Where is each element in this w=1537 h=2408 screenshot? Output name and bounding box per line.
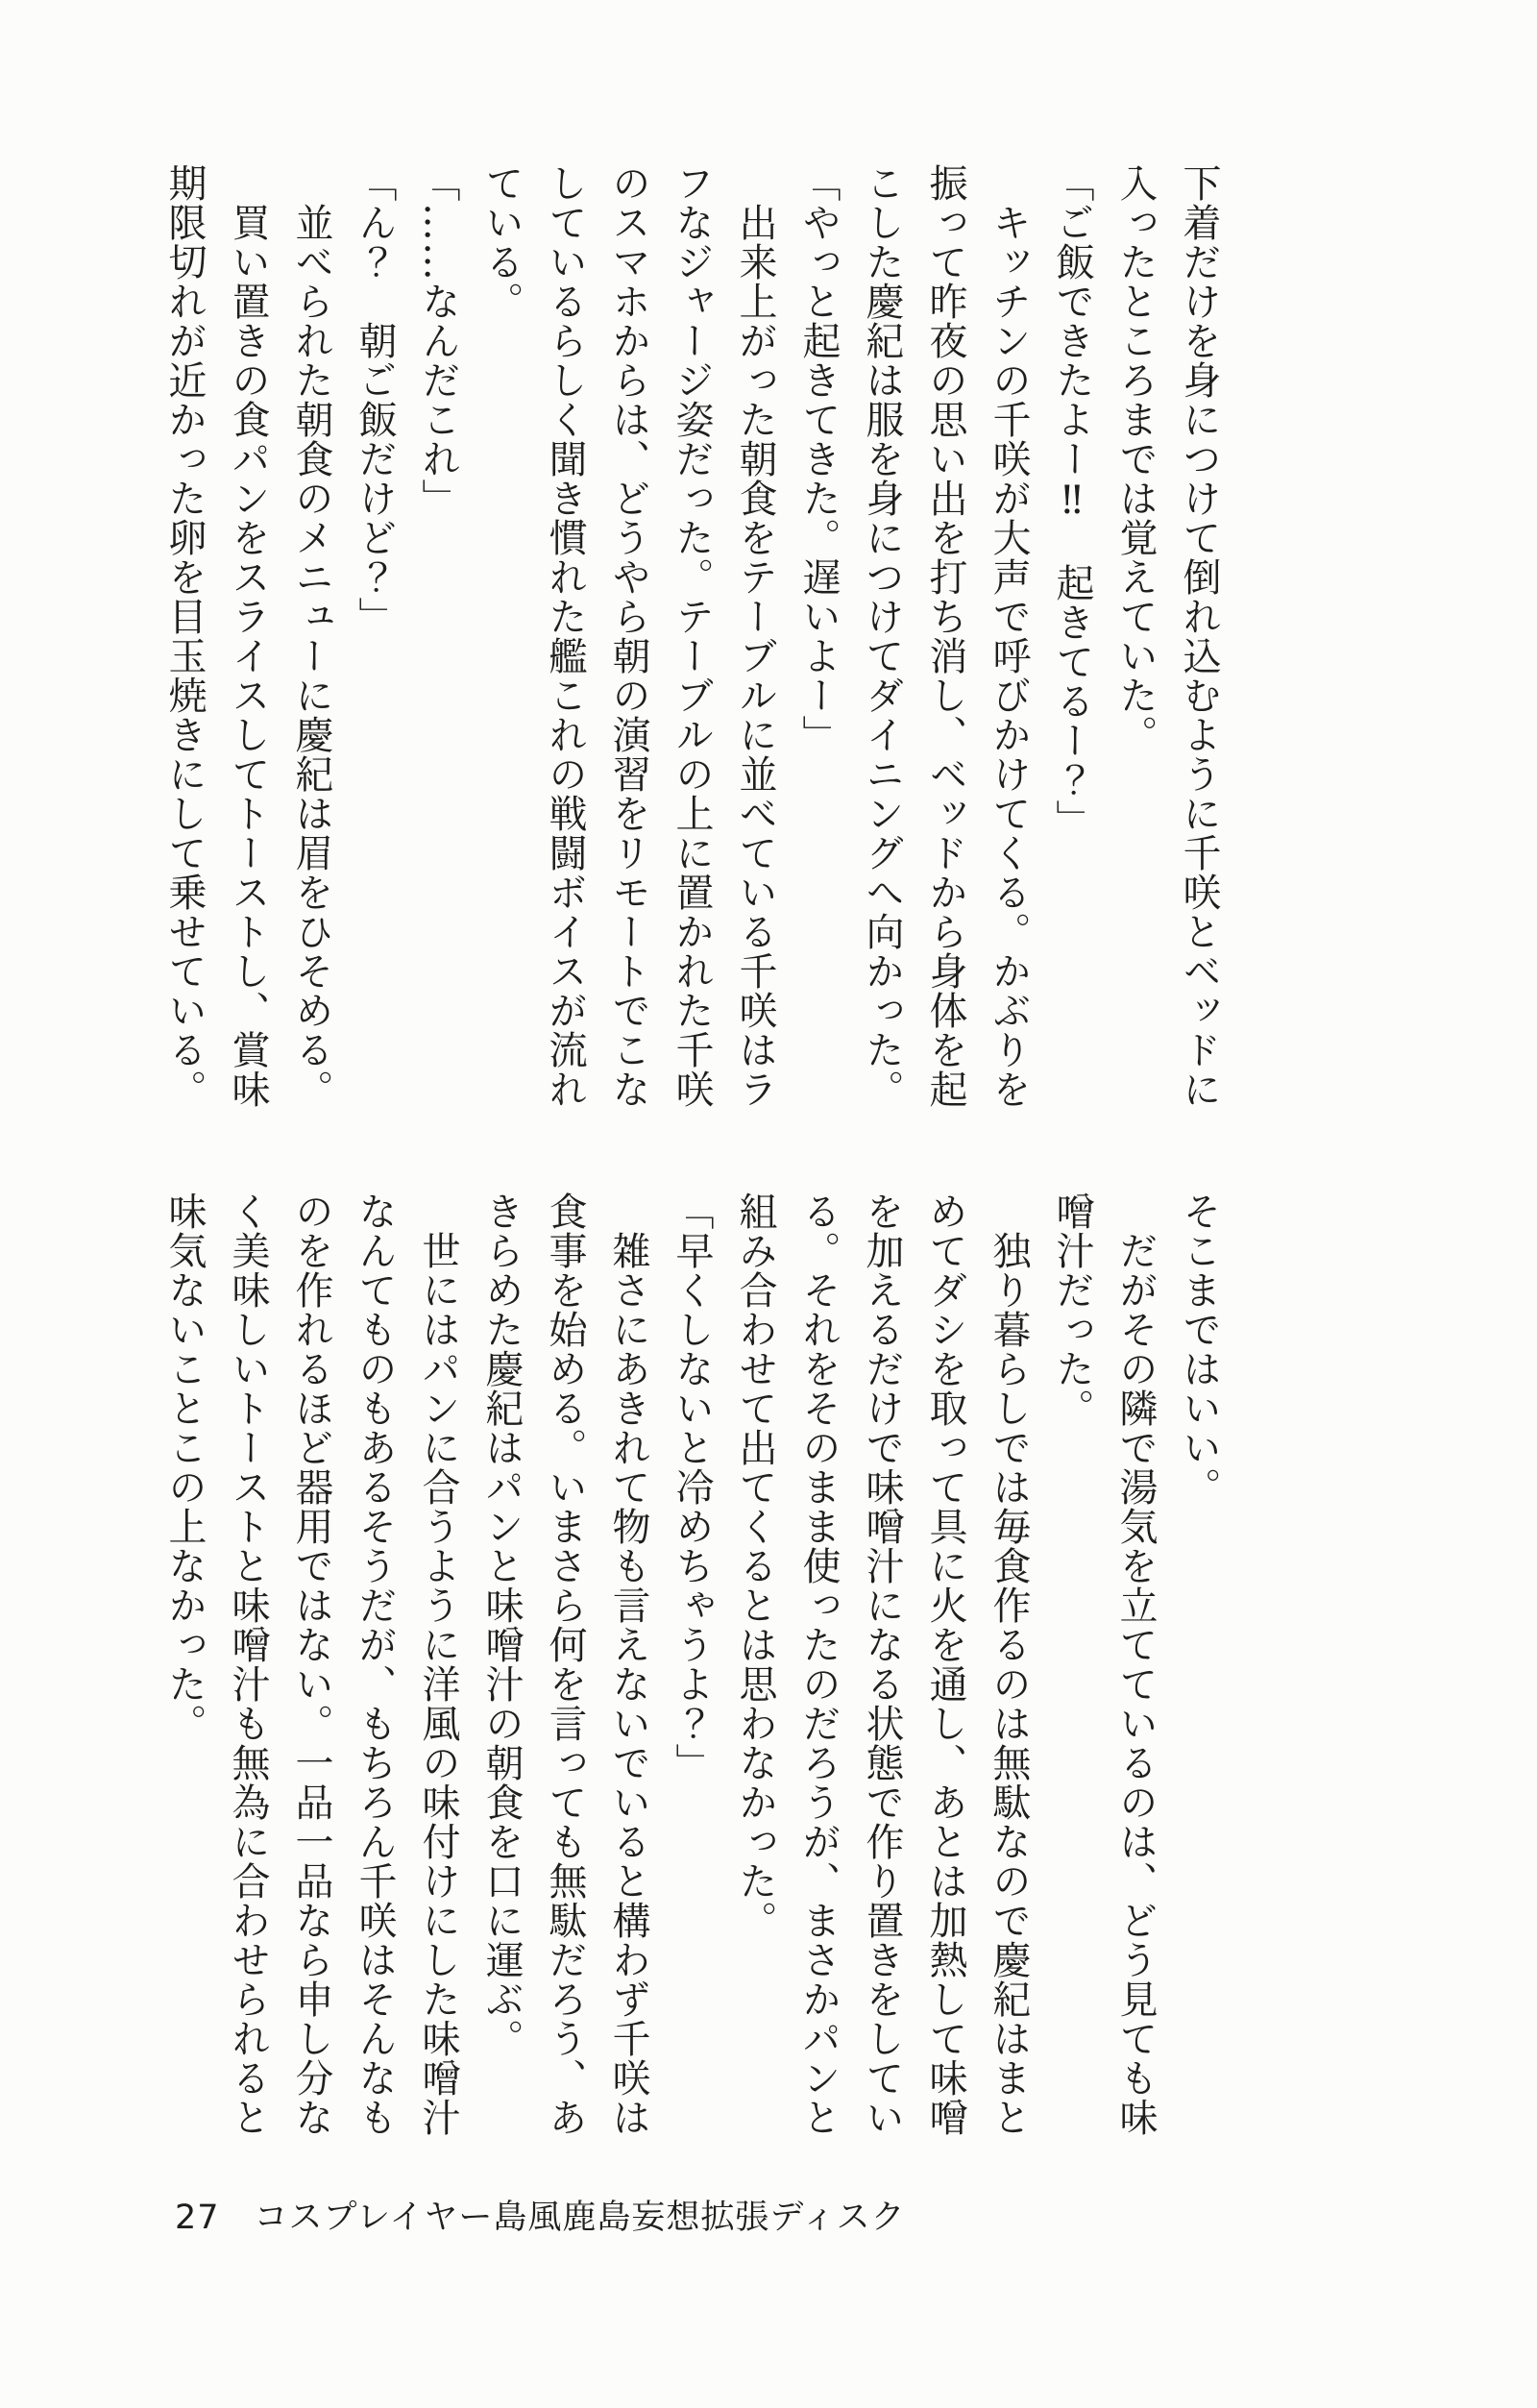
- paragraph: キッチンの千咲が大声で呼びかけてくる。かぶりを振って昨夜の思い出を打ち消し、ベッドから身体を起こした慶紀は服を身につけてダイニングへ向かった。: [860, 163, 1031, 1109]
- paragraph: そこまではいい。: [1177, 1192, 1221, 1507]
- page-number: 27: [175, 2199, 220, 2237]
- paragraph: 「やっと起きてきた。遅いよー」: [796, 163, 841, 754]
- paragraph: だがその隣で湯気を立てているのは、どう見ても味噌汁だった。: [1050, 1192, 1158, 2137]
- page-footer: [175, 2191, 906, 2239]
- paragraph: 買い置きの食パンをスライスしてトーストし、賞味期限切れが近かった卵を目玉焼きにして乗せている。: [162, 163, 270, 1109]
- paragraph: 雑さにあきれて物も言えないでいると構わず千咲は食事を始める。いまさら何を言っても無駄だろう、あきらめた慶紀はパンと味噌汁の朝食を口に運ぶ。: [479, 1192, 650, 2137]
- paragraph: 世にはパンに合うように洋風の味付けにした味噌汁なんてものもあるそうだが、もちろん千咲はそんなものを作れるほど器用ではない。一品一品なら申し分なく美味しいトーストと味噌汁も無為に合わせられると味気ないことこの上なかった。: [162, 1192, 460, 2137]
- paragraph: 並べられた朝食のメニューに慶紀は眉をひそめる。: [289, 203, 333, 1109]
- paragraph: 独り暮らしでは毎食作るのは無駄なので慶紀はまとめてダシを取って具に火を通し、あとは加熱して味噌を加えるだけで味噌汁になる状態で作り置きをしている。それをそのまま使ったのだろうが、まさかパンと組み合わせて出てくるとは思わなかった。: [733, 1192, 1031, 2137]
- text-block-top: [153, 163, 1231, 1111]
- paragraph: 下着だけを身につけて倒れ込むように千咲とベッドに入ったところまでは覚えていた。: [1113, 163, 1221, 1109]
- paragraph: 「ご飯できたよー‼ 起きてるー？」: [1050, 163, 1094, 839]
- text-block-bottom: [153, 1192, 1231, 2139]
- paragraph: 「ん？ 朝ご飯だけど？」: [353, 163, 397, 636]
- paragraph: 「……なんだこれ」: [416, 163, 460, 518]
- paragraph: 「早くしないと冷めちゃうよ？」: [670, 1192, 714, 1782]
- footer-title: コスプレイヤー島風鹿島妄想拡張ディスク: [254, 2199, 906, 2237]
- paragraph: 出来上がった朝食をテーブルに並べている千咲はラフなジャージ姿だった。テーブルの上に置かれた千咲のスマホからは、どうやら朝の演習をリモートでこなしているらしく聞き慣れた艦これの戦闘ボイスが流れている。: [479, 163, 777, 1109]
